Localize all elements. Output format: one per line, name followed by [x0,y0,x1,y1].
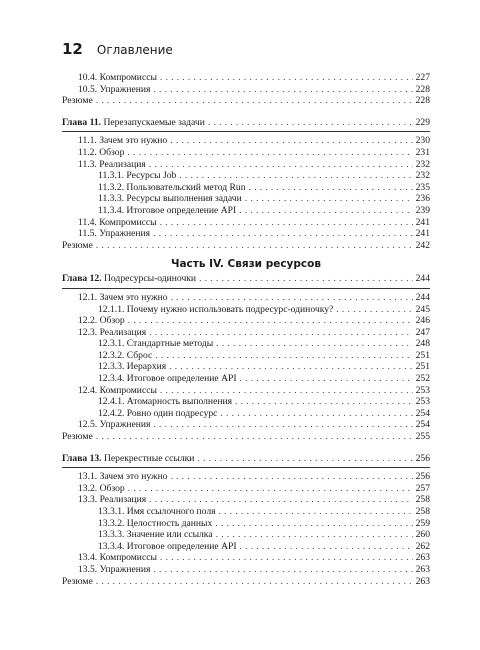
toc-entry[interactable]: 13.5. Упражнения . . . 263 [62,564,430,576]
toc-entry[interactable]: 12.3. Реализация . . . 247 [62,327,430,339]
toc-entry[interactable]: 13.3.4. Итоговое определение API . . . 262 [62,541,430,553]
toc-entry[interactable]: 11.4. Компромиссы . . . 241 [62,217,430,229]
toc-entry[interactable]: 11.3.4. Итоговое определение API . . . 239 [62,205,430,217]
toc-entry[interactable]: Резюме . . . 263 [62,576,430,588]
toc-entry[interactable]: 12.2. Обзор . . . 246 [62,315,430,327]
toc-entry[interactable]: 11.5. Упражнения . . . 241 [62,228,430,240]
chapter-11-heading[interactable]: Глава 11. Перезапускаемые задачи . . . 229 [62,117,430,129]
toc-entry[interactable]: 13.2. Обзор . . . 257 [62,483,430,495]
toc-entry[interactable]: Резюме . . . 255 [62,431,430,443]
toc-entry[interactable]: 11.3. Реализация . . . 232 [62,159,430,171]
toc-entry[interactable]: 11.2. Обзор . . . 231 [62,147,430,159]
chapter-divider [62,288,430,289]
toc-entry[interactable]: 12.3.1. Стандартные методы . . . 248 [62,338,430,350]
toc-entry[interactable]: 12.1.1. Почему нужно использовать подресурс-одиночку? . . . 245 [62,304,430,316]
running-title: Оглавление [96,43,173,57]
toc-entry[interactable]: 13.4. Компромиссы . . . 263 [62,552,430,564]
toc-entry[interactable]: 12.3.4. Итоговое определение API . . . 252 [62,373,430,385]
toc-entry[interactable]: 10.4. Компромиссы . . . 227 [62,72,430,84]
toc-entry[interactable]: 12.4.2. Ровно один подресурс . . . 254 [62,408,430,420]
table-of-contents [62,72,430,587]
toc-entry[interactable]: Резюме . . . 228 [62,95,430,107]
chapter-12-heading[interactable]: Глава 12. Подресурсы-одиночки . . . 244 [62,273,430,285]
toc-entry[interactable]: 11.3.2. Пользовательский метод Run . . . 235 [62,182,430,194]
toc-entry[interactable]: 13.3.3. Значение или ссылка . . . 260 [62,529,430,541]
toc-entry[interactable]: 13.1. Зачем это нужно . . . 256 [62,471,430,483]
toc-entry[interactable]: 11.3.3. Ресурсы выполнения задачи . . . 236 [62,193,430,205]
toc-entry[interactable]: 12.4. Компромиссы . . . 253 [62,385,430,397]
toc-entry[interactable]: 12.3.2. Сброс . . . 251 [62,350,430,362]
page-number: 12 [62,40,83,58]
toc-entry[interactable]: 13.3.1. Имя ссылочного поля . . . 258 [62,506,430,518]
toc-entry[interactable]: 13.3. Реализация . . . 258 [62,494,430,506]
page-header [62,40,173,58]
chapter-divider [62,131,430,132]
toc-entry[interactable]: Резюме . . . 242 [62,240,430,252]
chapter-divider [62,467,430,468]
toc-entry[interactable]: 11.1. Зачем это нужно . . . 230 [62,135,430,147]
toc-entry[interactable]: 13.3.2. Целостность данных . . . 259 [62,518,430,530]
toc-entry[interactable]: 11.3.1. Ресурсы Job . . . 232 [62,170,430,182]
toc-entry[interactable]: 12.1. Зачем это нужно . . . 244 [62,292,430,304]
toc-entry[interactable]: 12.5. Упражнения . . . 254 [62,419,430,431]
toc-entry[interactable]: 12.3.3. Иерархия . . . 251 [62,361,430,373]
part-heading[interactable]: Часть IV. Связи ресурсов [170,258,321,271]
toc-entry[interactable]: 10.5. Упражнения . . . 228 [62,84,430,96]
toc-entry[interactable]: 12.4.1. Атомарность выполнения . . . 253 [62,396,430,408]
chapter-13-heading[interactable]: Глава 13. Перекрестные ссылки . . . 256 [62,453,430,465]
